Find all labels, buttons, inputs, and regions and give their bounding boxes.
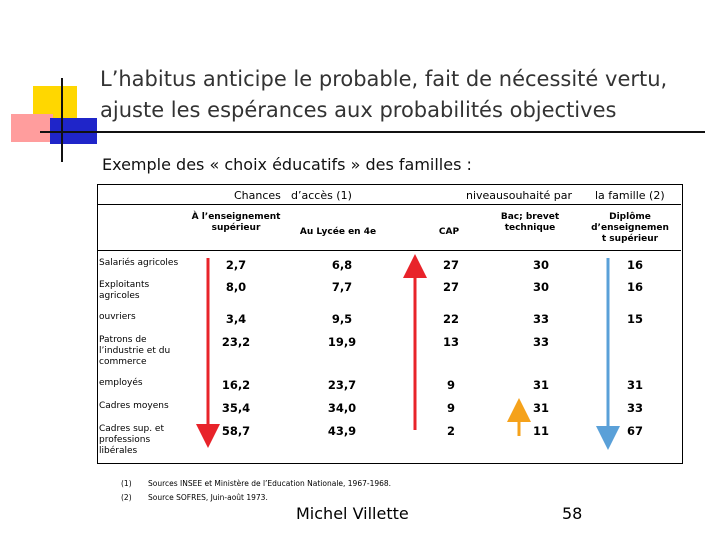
footnote-number: (1) bbox=[121, 479, 132, 488]
table-cell: 13 bbox=[442, 335, 459, 349]
col-header-lycee: Au Lycée en 4e bbox=[299, 227, 377, 237]
table-cell: 9 bbox=[446, 401, 455, 415]
row-label: Exploitants agricoles bbox=[99, 280, 150, 301]
row-label: Salariés agricoles bbox=[99, 258, 179, 268]
table-cell: 34,0 bbox=[327, 401, 357, 415]
table-cell: 16,2 bbox=[221, 378, 251, 392]
header-famille: la famille (2) bbox=[595, 189, 665, 202]
table-cell: 43,9 bbox=[327, 424, 357, 438]
footnote-number: (2) bbox=[121, 493, 132, 502]
table-cell: 27 bbox=[442, 280, 459, 294]
table-cell: 33 bbox=[532, 335, 549, 349]
table-cell: 19,9 bbox=[327, 335, 357, 349]
table-cell: 23,2 bbox=[221, 335, 251, 349]
table-cell: 16 bbox=[626, 258, 643, 272]
table-cell: 3,4 bbox=[225, 312, 247, 326]
row-label: Cadres moyens bbox=[99, 401, 169, 411]
table-cell: 35,4 bbox=[221, 401, 251, 415]
table-cell: 58,7 bbox=[221, 424, 251, 438]
table-cell: 23,7 bbox=[327, 378, 357, 392]
table-cell: 8,0 bbox=[225, 280, 247, 294]
table-cell: 15 bbox=[626, 312, 643, 326]
title-line-2: ajuste les espérances aux probabilités objectives bbox=[100, 98, 617, 122]
table-cell: 33 bbox=[532, 312, 549, 326]
col-header-cap: CAP bbox=[438, 227, 460, 237]
header-niveau: niveau bbox=[466, 189, 504, 202]
header-acces: d’accès (1) bbox=[291, 189, 352, 202]
table-cell: 11 bbox=[532, 424, 549, 438]
table-cell: 30 bbox=[532, 258, 549, 272]
table-cell: 2 bbox=[446, 424, 455, 438]
header-souhaite: souhaité par bbox=[503, 189, 573, 202]
footer-author: Michel Villette bbox=[296, 504, 409, 523]
row-label: ouvriers bbox=[99, 312, 136, 322]
footnote-text: Source SOFRES, Juin-août 1973. bbox=[148, 493, 268, 502]
title-line-1: L’habitus anticipe le probable, fait de nécessité vertu, bbox=[100, 67, 668, 91]
header-chances: Chances bbox=[234, 189, 281, 202]
table-cell: 67 bbox=[626, 424, 643, 438]
row-label: Cadres sup. et professions libérales bbox=[99, 424, 164, 456]
col-header-bac: Bac; brevet technique bbox=[500, 212, 560, 233]
table-cell: 7,7 bbox=[331, 280, 353, 294]
table-cell: 31 bbox=[626, 378, 643, 392]
col-header-diplome: Diplôme d’enseignemen t supérieur bbox=[591, 212, 669, 244]
table-cell: 31 bbox=[532, 378, 549, 392]
table-cell: 33 bbox=[626, 401, 643, 415]
table-cell: 30 bbox=[532, 280, 549, 294]
table-cell: 9,5 bbox=[331, 312, 353, 326]
footnote-text: Sources INSEE et Ministère de l’Education Nationale, 1967-1968. bbox=[148, 479, 392, 488]
table-cell: 6,8 bbox=[331, 258, 353, 272]
row-label: Patrons de l’industrie et du commerce bbox=[99, 335, 171, 367]
row-label: employés bbox=[99, 378, 143, 388]
subtitle: Exemple des « choix éducatifs » des familles : bbox=[102, 155, 472, 174]
page-number: 58 bbox=[562, 504, 583, 523]
col-header-superieur: À l’enseignement supérieur bbox=[191, 212, 281, 233]
table-cell: 2,7 bbox=[225, 258, 247, 272]
table-cell: 16 bbox=[626, 280, 643, 294]
table-cell: 22 bbox=[442, 312, 459, 326]
table-cell: 31 bbox=[532, 401, 549, 415]
table-cell: 9 bbox=[446, 378, 455, 392]
table-cell: 27 bbox=[442, 258, 459, 272]
